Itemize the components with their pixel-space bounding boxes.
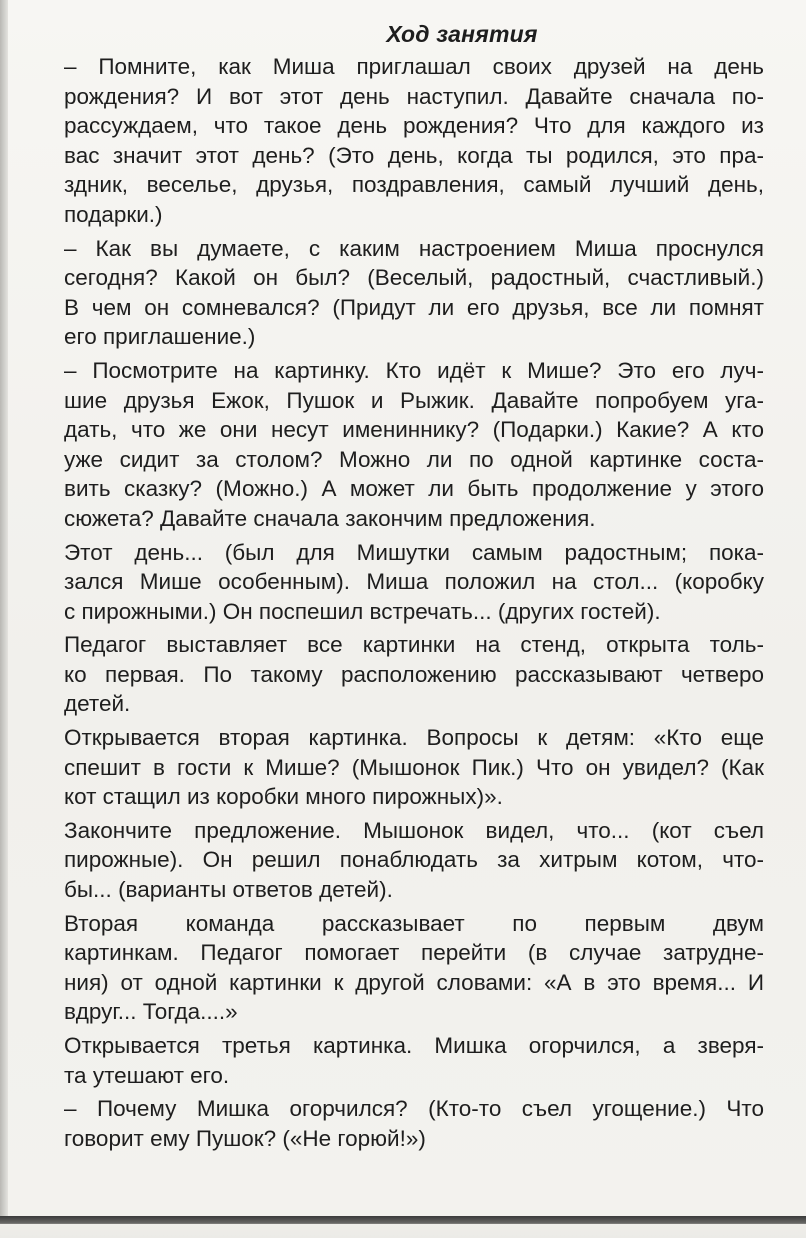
text-line: – Помните, как Миша приглашал своих друзей на день [64, 54, 764, 79]
paragraph-6 [64, 723, 764, 812]
text-line: пирожные). Он решил понаблюдать за хитрым котом, что- [64, 847, 764, 873]
paragraph-1 [64, 52, 764, 230]
text-line: – Посмотрите на картинку. Кто идёт к Мише? Это его луч- [64, 357, 764, 383]
paragraph-7 [64, 816, 764, 905]
paragraph-3 [64, 356, 764, 534]
text-line: с пирожными.) Он поспешил встречать... (других гостей). [64, 598, 661, 624]
text-line: вить сказку? (Можно.) А может ли быть продолжение у этого [64, 476, 764, 502]
paragraph-10 [64, 1094, 764, 1153]
text-line: подарки.) [64, 201, 163, 227]
text-line: его приглашение.) [64, 324, 256, 350]
text-line: сегодня? Какой он был? (Веселый, радостный, счастливый.) [64, 265, 764, 291]
text-line: – Как вы думаете, с каким настроением Миша проснулся [64, 235, 764, 261]
text-line: рассуждаем, что такое день рождения? Что для каждого из [64, 113, 764, 139]
text-line: Вторая команда рассказывает по первым двум [64, 910, 764, 936]
paragraph-8 [64, 909, 764, 1027]
text-line: Педагог выставляет все картинки на стенд, открыта толь- [64, 632, 764, 658]
text-line: зался Мише особенным). Миша положил на стол... (коробку [64, 569, 764, 595]
text-line: ния) от одной картинки к другой словами: «А в это время... И [64, 969, 764, 995]
text-line: вдруг... Тогда....» [64, 999, 238, 1025]
text-line: – Почему Мишка огорчился? (Кто-то съел угощение.) Что [64, 1096, 764, 1122]
paragraph-2 [64, 234, 764, 352]
text-line: дать, что же они несут имениннику? (Подарки.) Какие? А кто [64, 417, 764, 443]
text-line: Открывается третья картинка. Мишка огорчился, а зверя- [64, 1033, 764, 1058]
page-left-edge [0, 0, 8, 1238]
text-line: говорит ему Пушок? («Не горюй!») [64, 1125, 426, 1151]
text-line: Открывается вторая картинка. Вопросы к детям: «Кто еще [64, 725, 764, 751]
text-line: рождения? И вот этот день наступил. Давайте сначала по- [64, 83, 764, 109]
text-line: уже сидит за столом? Можно ли по одной картинке соста- [64, 446, 764, 472]
text-line: ко первая. По такому расположению рассказывают четверо [64, 661, 764, 687]
text-line: вас значит этот день? (Это день, когда ты родился, это пра- [64, 142, 764, 168]
paragraph-4 [64, 538, 764, 627]
text-line: сюжета? Давайте сначала закончим предложения. [64, 505, 596, 531]
text-line: здник, веселье, друзья, поздравления, самый лучший день, [64, 172, 764, 198]
text-line: Закончите предложение. Мышонок видел, что... (кот съел [64, 817, 764, 843]
paragraph-5 [64, 630, 764, 719]
text-line: шие друзья Ежок, Пушок и Рыжик. Давайте попробуем уга- [64, 387, 764, 413]
text-line: бы... (варианты ответов детей). [64, 877, 393, 903]
text-line: Этот день... (был для Мишутки самым радостным; пока- [64, 539, 764, 565]
text-line: детей. [64, 691, 131, 717]
text-line: картинкам. Педагог помогает перейти (в случае затрудне- [64, 940, 764, 966]
section-title: Ход занятия [386, 21, 538, 47]
text-line: спешит в гости к Мише? (Мышонок Пик.) Что он увидел? (Как [64, 754, 764, 780]
page-content [64, 18, 764, 1157]
text-line: та утешают его. [64, 1062, 230, 1088]
paragraph-9 [64, 1031, 764, 1090]
text-line: В чем он сомневался? (Придут ли его друзья, все ли помнят [64, 294, 764, 320]
page-bottom-edge [0, 1216, 806, 1238]
text-line: кот стащил из коробки много пирожных)». [64, 784, 503, 810]
